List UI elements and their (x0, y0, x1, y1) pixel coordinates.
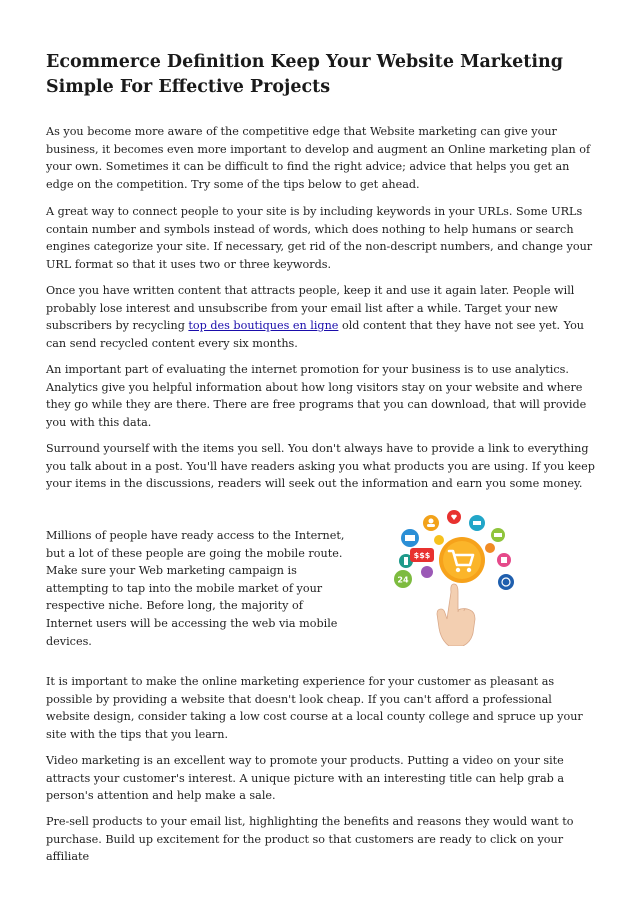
price-tag-text: $$$ (413, 551, 431, 560)
paragraph-3 (46, 282, 598, 352)
ecommerce-illustration (394, 508, 514, 646)
paragraph-3-text-start: Once you have written content that attracts people, keep it and use it again later. People will probably lose interest and unsubscribe from your email list after a while. Target your new subscribers by recycling (46, 284, 575, 333)
paragraph-1: As you become more aware of the competitive edge that Website marketing can give your business, it becomes even more important to develop and augment an Online marketing plan of your own. Sometimes it can be difficult to find the right advice; advice that helps you get an edge on the competition. Try some of the tips below to get ahead. (46, 125, 591, 191)
paragraph-6: Millions of people have ready access to the Internet, but a lot of these people are going the mobile route. Make sure your Web marketing campaign is attempting to tap into the mobile market of your respective niche. Before long, the majority of Internet users will be accessing the web via mobile devices. (46, 529, 345, 648)
paragraph-2: A great way to connect people to your site is by including keywords in your URLs. Some URLs contain number and symbols instead of words, which does nothing to help humans or search engines categorize your site. If necessary, get rid of the non-descript numbers, and change your URL format so that it uses two or three keywords. (46, 205, 593, 271)
paragraph-3-text-end: old content that they have not see yet. You can send recycled content every six months. (46, 319, 585, 350)
paragraph-5: Surround yourself with the items you sell. You don't always have to provide a link to everything you talk about in a post. You'll have readers asking you what products you are using. If you keep your items in the discussions, readers will seek out the information and earn you some money. (46, 442, 595, 491)
chart-bubble-icon (421, 566, 433, 578)
globe-bubble-icon (498, 574, 514, 590)
coin-icon (434, 535, 444, 545)
boutiques-link[interactable]: top des boutiques en ligne (188, 319, 339, 333)
paragraph-8: Video marketing is an excellent way to promote your products. Putting a video on your site attracts your customer's interest. A unique picture with an interesting title can help grab a person's attention and help make a sale. (46, 754, 565, 803)
badge-24-text: 24 (397, 575, 409, 585)
paragraph-4: An important part of evaluating the internet promotion for your business is to use analytics. Analytics give you helpful information about how long visitors stay on your website and where they go while they are there. There are free programs that you can download, that will provide you with this data. (46, 363, 587, 429)
star-bubble-icon (485, 543, 495, 553)
paragraph-9: Pre-sell products to your email list, highlighting the benefits and reasons they would want to purchase. Build up excitement for the product so that customers are ready to click on your affiliate (46, 815, 574, 864)
page-title: Ecommerce Definition Keep Your Website Marketing Simple For Effective Projects (46, 52, 563, 97)
pointing-hand-icon (437, 584, 475, 646)
paragraph-7: It is important to make the online marketing experience for your customer as pleasant as possible by providing a website that doesn't look cheap. If you can't afford a professional website design, consider taking a low cost course at a local county college and spruce up your site with the tips that you learn. (46, 675, 583, 741)
